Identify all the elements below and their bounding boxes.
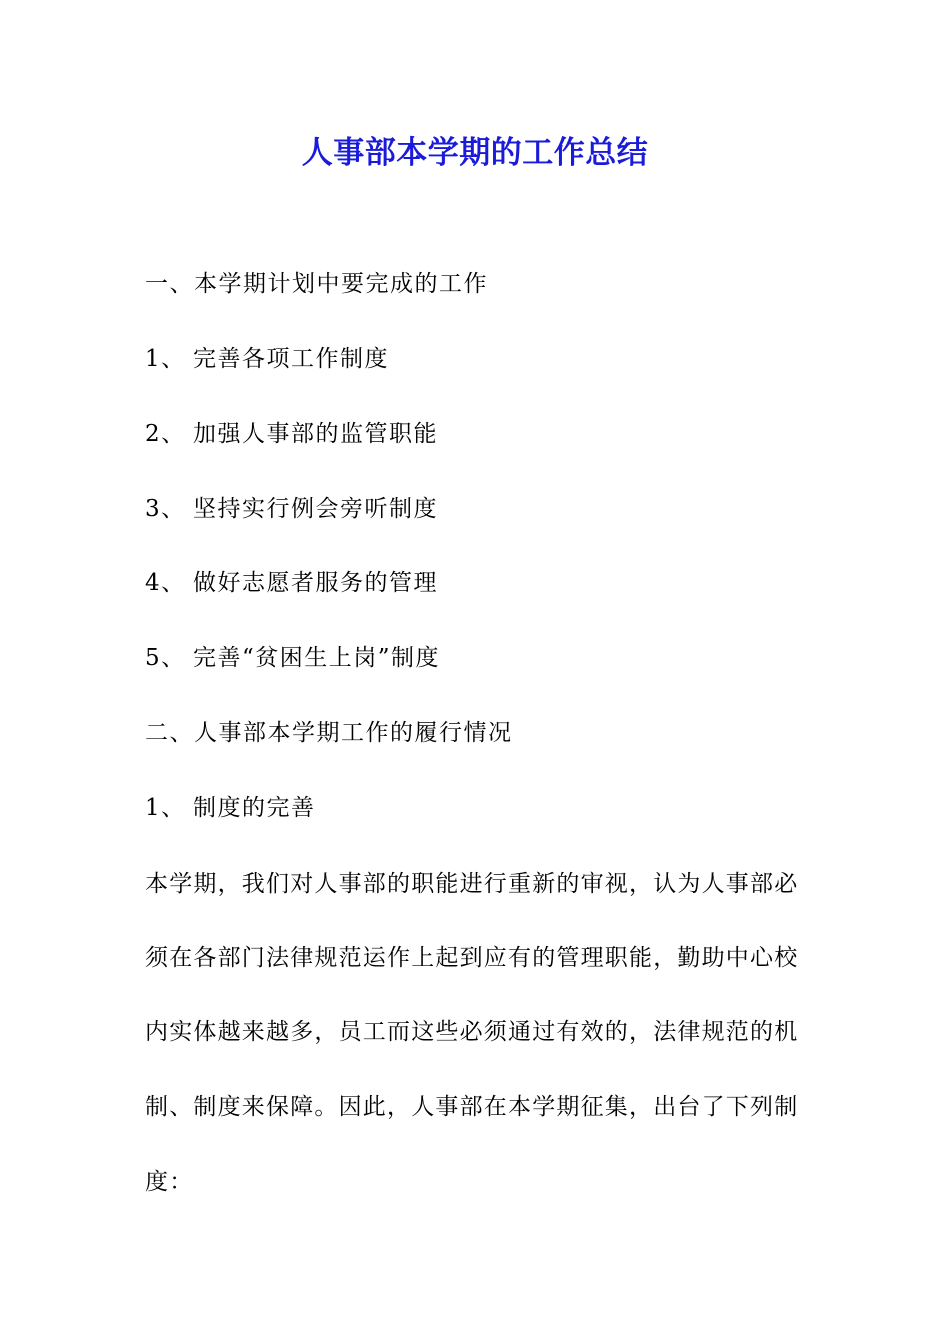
list-item-number: 5、 xyxy=(145,645,186,671)
list-item-text: 坚持实行例会旁听制度 xyxy=(193,496,438,522)
paragraph-line: 内实体越来越多，员工而这些必须通过有效的，法律规范的机 xyxy=(145,1019,799,1045)
list-item-number: 3、 xyxy=(145,496,186,522)
list-item-number: 1、 xyxy=(145,795,186,821)
paragraph-line: 须在各部门法律规范运作上起到应有的管理职能，勤助中心校 xyxy=(145,945,799,971)
list-item xyxy=(145,341,389,377)
list-item-text: 完善各项工作制度 xyxy=(193,346,389,372)
list-item-number: 2、 xyxy=(145,421,186,447)
paragraph-line: 制、制度来保障。因此，人事部在本学期征集，出台了下列制 xyxy=(145,1094,799,1120)
list-item xyxy=(145,790,316,826)
list-item-text: 完善“贫困生上岗”制度 xyxy=(193,645,441,671)
list-item-number: 4、 xyxy=(145,570,186,596)
list-item-text: 制度的完善 xyxy=(193,795,316,821)
document-title: 人事部本学期的工作总结 xyxy=(301,135,649,171)
list-item-text: 加强人事部的监管职能 xyxy=(193,421,438,447)
list-item-number: 1、 xyxy=(145,346,186,372)
paragraph-line: 本学期，我们对人事部的职能进行重新的审视，认为人事部必 xyxy=(145,871,799,897)
list-item xyxy=(145,565,438,601)
list-item xyxy=(145,491,438,527)
paragraph-line: 度： xyxy=(145,1169,194,1195)
section-heading-2: 二、人事部本学期工作的履行情况 xyxy=(145,720,513,746)
list-item xyxy=(145,416,438,452)
list-item-text: 做好志愿者服务的管理 xyxy=(193,570,438,596)
list-item xyxy=(145,640,440,676)
section-heading-1: 一、本学期计划中要完成的工作 xyxy=(145,271,488,297)
